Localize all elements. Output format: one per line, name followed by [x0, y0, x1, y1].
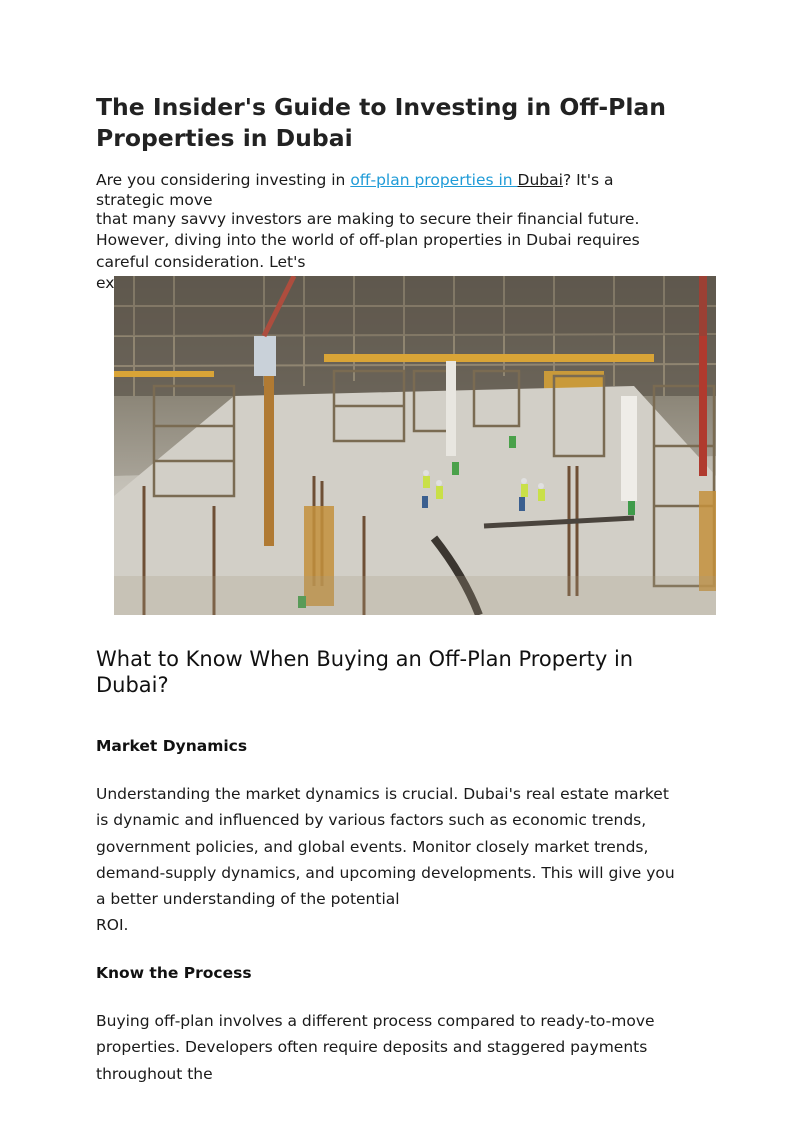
page-title: The Insider's Guide to Investing in Off-Plan Properties in Dubai	[96, 93, 667, 152]
paragraph-line: Buying off-plan involves a different process compared to ready-to-move	[96, 1012, 655, 1030]
market-dynamics-paragraph	[96, 781, 706, 939]
intro-line-4: However, diving into the world of off-plan properties in Dubai requires	[96, 231, 640, 249]
paragraph-line: demand-supply dynamics, and upcoming developments. This will give you	[96, 863, 675, 882]
intro-line-1	[96, 170, 696, 192]
intro-prefix: Are you considering investing in	[96, 171, 351, 189]
paragraph-line: throughout the	[96, 1064, 213, 1083]
construction-site-image	[114, 276, 716, 615]
intro-line-6: ex	[96, 274, 115, 292]
paragraph-line: government policies, and global events. Monitor closely market trends,	[96, 837, 649, 856]
paragraph-line: properties. Developers often require deposits and staggered payments	[96, 1038, 648, 1057]
intro-line-2: strategic move	[96, 190, 213, 209]
section-heading: What to Know When Buying an Off-Plan Property in Dubai?	[96, 647, 634, 697]
paragraph-line: is dynamic and influenced by various factors such as economic trends,	[96, 811, 647, 830]
intro-suffix: ? It's a	[562, 171, 614, 189]
intro-line-5: careful consideration. Let's	[96, 252, 306, 271]
paragraph-line: a better understanding of the potential	[96, 890, 400, 909]
know-process-heading: Know the Process	[96, 964, 252, 982]
dubai-underlined: Dubai	[517, 171, 563, 189]
paragraph-line: ROI.	[96, 916, 129, 935]
know-process-paragraph	[96, 1008, 706, 1087]
market-dynamics-heading: Market Dynamics	[96, 737, 248, 755]
intro-line-3: that many savvy investors are making to secure their financial future.	[96, 209, 640, 228]
paragraph-line: Understanding the market dynamics is crucial. Dubai's real estate market	[96, 785, 669, 803]
off-plan-link[interactable]: off-plan properties in	[350, 171, 518, 189]
